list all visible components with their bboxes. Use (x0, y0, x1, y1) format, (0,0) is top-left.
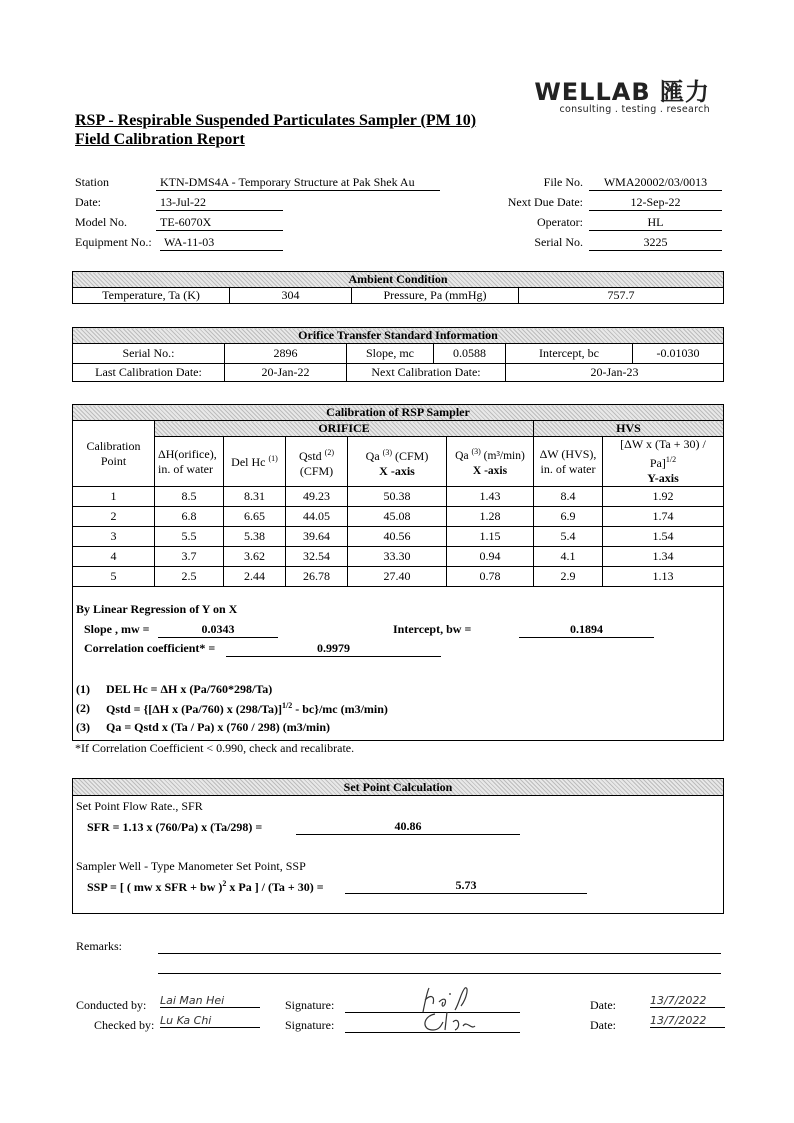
cell-point: 2 (73, 507, 155, 527)
cell-qstd: 49.23 (286, 487, 348, 507)
cell-del-hc: 5.38 (224, 527, 286, 547)
formula-2-number: (2) (76, 701, 90, 715)
serial-value: 3225 (589, 234, 722, 251)
orifice-intercept-value: -0.01030 (633, 344, 724, 364)
date-label-1: Date: (590, 998, 616, 1012)
file-value: WMA20002/03/0013 (589, 174, 722, 191)
date-value-2: 13/7/2022 (650, 1014, 725, 1028)
ssp-title: Sampler Well - Type Manometer Set Point, SSP (76, 859, 306, 873)
calibration-table (72, 404, 724, 587)
pressure-value: 757.7 (519, 288, 724, 304)
pressure-label: Pressure, Pa (mmHg) (352, 288, 519, 304)
cell-qa-cfm: 40.56 (348, 527, 447, 547)
next-due-label: Next Due Date: (507, 195, 583, 209)
correlation-label: Correlation coefficient* = (84, 641, 216, 655)
col-y-axis: [ΔW x (Ta + 30) / Pa]$^{1/2}$ Y-axis (603, 437, 724, 487)
cell-delta-w: 5.4 (534, 527, 603, 547)
cell-delta-w: 2.9 (534, 567, 603, 587)
orifice-intercept-label: Intercept, bc (506, 344, 633, 364)
formula-2: Qstd = {[ΔH x (Pa/760) x (298/Ta)]$^{1/2}$ - bc}/mc (m3/min) (106, 701, 388, 716)
ssp-value: 5.73 (345, 877, 587, 894)
last-cal-label: Last Calibration Date: (73, 364, 225, 382)
orifice-info-header: Orifice Transfer Standard Information (73, 328, 724, 344)
company-logo (534, 72, 710, 115)
operator-label: Operator: (537, 215, 583, 229)
cell-point: 4 (73, 547, 155, 567)
cell-qa-cfm: 33.30 (348, 547, 447, 567)
col-del-hc: Del Hc $^{(1)}$ (224, 437, 286, 487)
intercept-value: 0.1894 (519, 621, 654, 638)
model-value: TE-6070X (156, 214, 283, 231)
serial-label: Serial No. (534, 235, 583, 249)
cell-qstd: 32.54 (286, 547, 348, 567)
cell-delta-h: 3.7 (155, 547, 224, 567)
conducted-by-signature: Lai Man Hei (160, 994, 260, 1008)
date-value-1: 13/7/2022 (650, 994, 725, 1008)
station-label: Station (75, 175, 110, 189)
cell-del-hc: 8.31 (224, 487, 286, 507)
title-line-1: RSP - Respirable Suspended Particulates Sampler (PM 10) (75, 112, 477, 129)
sfr-formula: SFR = 1.13 x (760/Pa) x (Ta/298) = (87, 820, 263, 834)
temperature-label: Temperature, Ta (K) (73, 288, 230, 304)
remarks-line-2 (158, 973, 721, 974)
cell-point: 3 (73, 527, 155, 547)
col-calibration-point: Calibration Point (73, 421, 155, 487)
equipment-label: Equipment No.: (75, 235, 152, 249)
col-qa-m3: Qa $^{(3)}$ (m³/min) X -axis (447, 437, 534, 487)
ambient-table (72, 271, 724, 304)
report-title (75, 111, 476, 149)
cell-delta-h: 2.5 (155, 567, 224, 587)
orifice-serial-value: 2896 (225, 344, 347, 364)
next-cal-value: 20-Jan-23 (506, 364, 724, 382)
date-label-2: Date: (590, 1018, 616, 1032)
cell-delta-w: 6.9 (534, 507, 603, 527)
title-line-2: Field Calibration Report (75, 131, 245, 148)
cell-delta-h: 8.5 (155, 487, 224, 507)
formula-3: Qa = Qstd x (Ta / Pa) x (760 / 298) (m3/min) (106, 720, 331, 734)
table-row (73, 507, 724, 527)
sfr-value: 40.86 (296, 818, 520, 835)
date-label: Date: (75, 195, 101, 209)
checked-by-label: Checked by: (94, 1018, 155, 1032)
calibration-header: Calibration of RSP Sampler (73, 405, 724, 421)
formula-3-number: (3) (76, 720, 90, 734)
ambient-header: Ambient Condition (73, 272, 724, 288)
orifice-info-table (72, 327, 724, 382)
cell-y: 1.92 (603, 487, 724, 507)
table-row (73, 527, 724, 547)
cell-point: 5 (73, 567, 155, 587)
cell-del-hc: 3.62 (224, 547, 286, 567)
cell-qstd: 44.05 (286, 507, 348, 527)
cell-del-hc: 6.65 (224, 507, 286, 527)
remarks-line-1 (158, 953, 721, 954)
cell-delta-w: 4.1 (534, 547, 603, 567)
cell-qa-m3: 1.15 (447, 527, 534, 547)
model-label: Model No. (75, 215, 127, 229)
cell-y: 1.74 (603, 507, 724, 527)
col-qstd: Qstd $^{(2)}$ (CFM) (286, 437, 348, 487)
hvs-group-header: HVS (534, 421, 724, 437)
handwritten-signature-2 (415, 1008, 485, 1034)
cell-delta-h: 6.8 (155, 507, 224, 527)
file-label: File No. (543, 175, 583, 189)
recalibration-note: *If Correlation Coefficient < 0.990, check and recalibrate. (75, 741, 355, 755)
table-row (73, 567, 724, 587)
formula-1: DEL Hc = ΔH x (Pa/760*298/Ta) (106, 682, 273, 696)
next-due-value: 12-Sep-22 (589, 194, 722, 211)
conducted-by-label: Conducted by: (76, 998, 147, 1012)
intercept-label: Intercept, bw = (393, 622, 472, 636)
cell-del-hc: 2.44 (224, 567, 286, 587)
formula-1-number: (1) (76, 682, 90, 696)
table-row (73, 547, 724, 567)
cell-point: 1 (73, 487, 155, 507)
orifice-group-header: ORIFICE (155, 421, 534, 437)
col-qa-cfm: Qa $^{(3)}$ (CFM) X -axis (348, 437, 447, 487)
regression-heading: By Linear Regression of Y on X (76, 602, 238, 616)
ssp-formula: SSP = [ ( mw x SFR + bw )$^2$ x Pa ] / (Ta + 30) = (87, 879, 324, 894)
cell-qa-m3: 1.43 (447, 487, 534, 507)
slope-value: 0.0343 (158, 621, 278, 638)
cell-delta-w: 8.4 (534, 487, 603, 507)
signature-label-1: Signature: (285, 998, 335, 1012)
last-cal-value: 20-Jan-22 (225, 364, 347, 382)
logo-tagline: consulting . testing . research (559, 104, 710, 115)
slope-label: Slope , mw = (84, 622, 150, 636)
table-row (73, 487, 724, 507)
cell-qstd: 39.64 (286, 527, 348, 547)
cell-qstd: 26.78 (286, 567, 348, 587)
orifice-slope-label: Slope, mc (347, 344, 434, 364)
cell-y: 1.54 (603, 527, 724, 547)
temperature-value: 304 (230, 288, 352, 304)
cell-y: 1.13 (603, 567, 724, 587)
cell-delta-h: 5.5 (155, 527, 224, 547)
station-value: KTN-DMS4A - Temporary Structure at Pak Shek Au (156, 174, 440, 191)
checked-by-signature: Lu Ka Chi (160, 1014, 260, 1028)
col-delta-w: ΔW (HVS), in. of water (534, 437, 603, 487)
date-value: 13-Jul-22 (156, 194, 283, 211)
correlation-value: 0.9979 (226, 640, 441, 657)
remarks-label: Remarks: (76, 939, 122, 953)
operator-value: HL (589, 214, 722, 231)
cell-y: 1.34 (603, 547, 724, 567)
equipment-value: WA-11-03 (160, 234, 283, 251)
cell-qa-cfm: 50.38 (348, 487, 447, 507)
sfr-title: Set Point Flow Rate., SFR (76, 799, 203, 813)
cell-qa-m3: 0.94 (447, 547, 534, 567)
cell-qa-cfm: 45.08 (348, 507, 447, 527)
logo-brand: WELLAB 匯力 (534, 78, 710, 106)
cell-qa-m3: 0.78 (447, 567, 534, 587)
setpoint-header: Set Point Calculation (72, 778, 724, 796)
orifice-serial-label: Serial No.: (73, 344, 225, 364)
next-cal-label: Next Calibration Date: (347, 364, 506, 382)
signature-label-2: Signature: (285, 1018, 335, 1032)
cell-qa-m3: 1.28 (447, 507, 534, 527)
orifice-slope-value: 0.0588 (434, 344, 506, 364)
col-delta-h: ΔH(orifice), in. of water (155, 437, 224, 487)
cell-qa-cfm: 27.40 (348, 567, 447, 587)
